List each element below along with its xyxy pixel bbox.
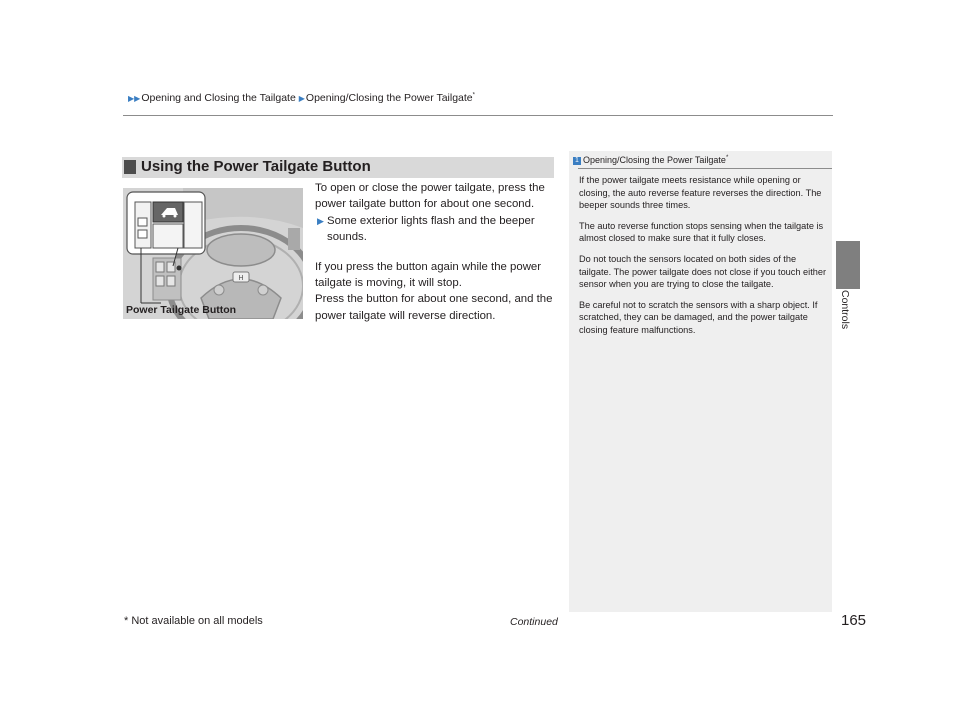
footnote: * Not available on all models [124, 615, 263, 627]
note-title-star: * [725, 155, 729, 161]
callout-label-box [123, 303, 303, 319]
dashboard-illustration [123, 188, 303, 319]
header-divider [123, 115, 833, 116]
breadcrumb [128, 92, 475, 104]
note-title-text[interactable]: Opening/Closing the Power Tailgate [583, 155, 726, 165]
note-divider [578, 168, 832, 169]
page-number: 165 [841, 612, 867, 629]
body-paragraph-1: To open or close the power tailgate, press the power tailgate button for about one second. [315, 182, 545, 211]
note-title [573, 155, 728, 165]
note-number-badge: 1 [573, 157, 581, 165]
note-paragraph-1: If the power tailgate meets resistance while opening or closing, the auto reverse feature reverses the direction. The beeper sounds three times. [579, 175, 822, 211]
subpoint-arrow-icon: ▶ [317, 215, 324, 226]
callout-label: Power Tailgate Button [126, 304, 237, 316]
section-title: Using the Power Tailgate Button [141, 158, 371, 175]
breadcrumb-arrow-icon: ▶ [298, 94, 305, 103]
continued-label: Continued [510, 616, 558, 628]
dashboard-drawing [123, 188, 303, 319]
body-subpoint-text: Some exterior lights flash and the beeper sounds. [327, 214, 535, 244]
chapter-tab-label: Controls [839, 290, 851, 330]
breadcrumb-item-tailgate[interactable]: Opening and Closing the Tailgate [141, 92, 296, 104]
breadcrumb-arrow-icon: ▶▶ [128, 94, 141, 103]
chapter-tab-marker [836, 241, 860, 289]
note-paragraph-4: Be careful not to scratch the sensors with a sharp object. If scratched, they can be damaged, and the power tailgate closing feature malfunctions. [579, 299, 818, 335]
body-paragraph-3: Press the button for about one second, and the power tailgate will reverse direction. [315, 293, 553, 322]
note-paragraph-3: Do not touch the sensors located on both sides of the tailgate. The power tailgate does not close if you touch either sensor when you are trying to close the tailgate. [579, 253, 827, 290]
note-paragraph-2: The auto reverse function stops sensing when the tailgate is almost closed to make sure that it fully closes. [579, 220, 824, 244]
section-bullet-icon [124, 160, 136, 174]
main-body-text [315, 180, 560, 324]
breadcrumb-star: * [472, 92, 475, 99]
svg-text:H: H [238, 274, 244, 282]
body-subpoint [315, 213, 560, 246]
note-body [579, 174, 829, 345]
breadcrumb-item-power-tailgate[interactable]: Opening/Closing the Power Tailgate [305, 92, 473, 104]
body-paragraph-2: If you press the button again while the power tailgate is moving, it will stop. [315, 260, 542, 290]
